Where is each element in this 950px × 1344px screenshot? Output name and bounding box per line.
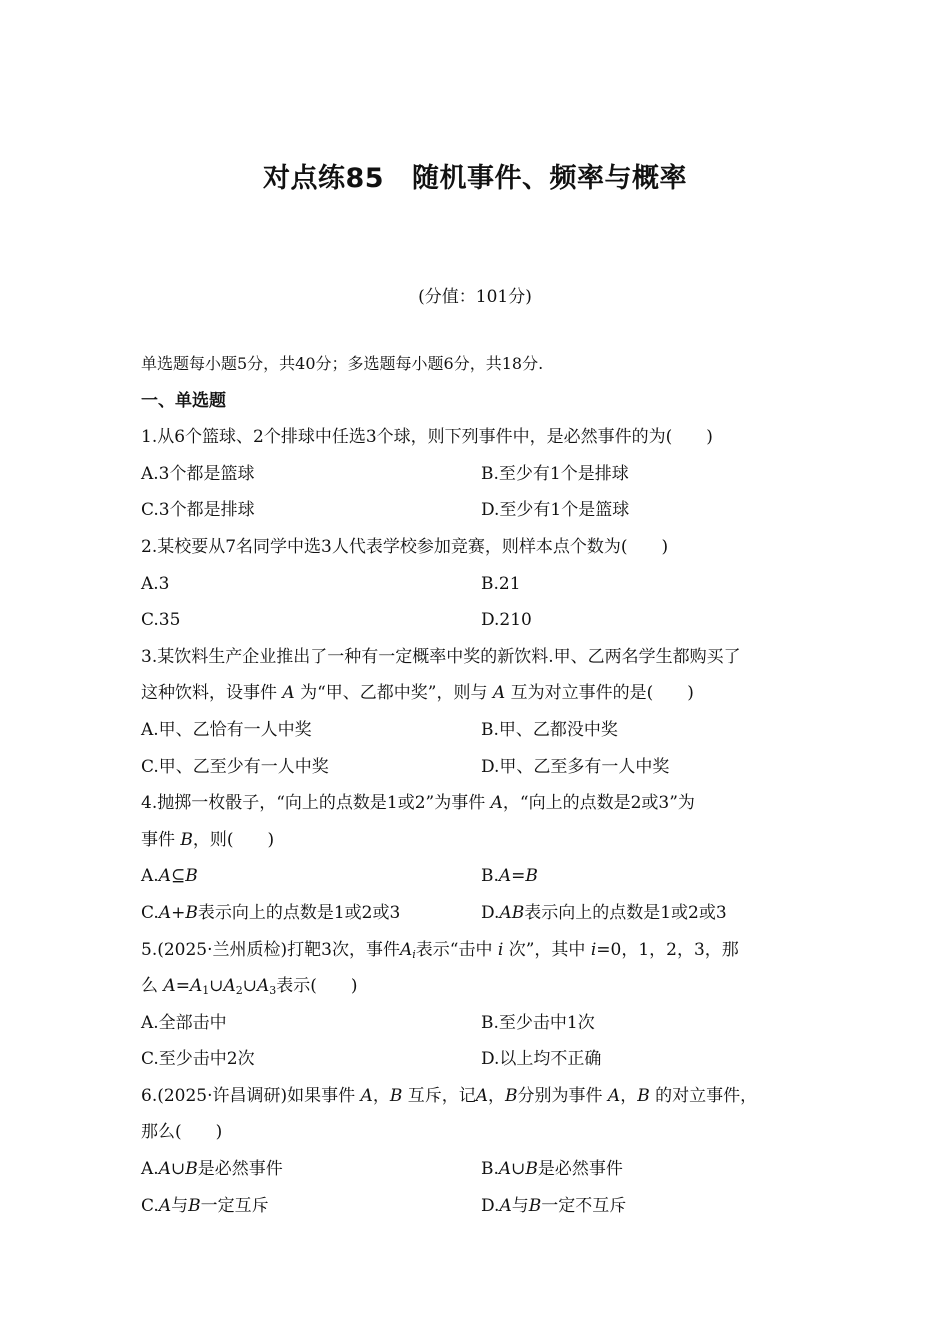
q4-option-d[interactable]: D.AB表示向上的点数是1或2或3 bbox=[481, 902, 727, 923]
q5-option-b[interactable]: B.至少击中1次 bbox=[481, 1012, 595, 1033]
q1-option-d[interactable]: D.至少有1个是篮球 bbox=[481, 500, 630, 521]
question-5-stem-line-1: 5.(2025·兰州质检)打靶3次，事件$A_i$表示“击中 i 次”，其中 i=0，1，2，3，那 bbox=[141, 939, 739, 961]
question-5-stem-line-2: 么 $A=A_1\cup A_2\cup A_3$表示( ) bbox=[141, 976, 358, 998]
q5-option-d[interactable]: D.以上均不正确 bbox=[481, 1049, 602, 1070]
question-4-options-row-1 bbox=[141, 858, 821, 895]
question-4-stem-line-2: 事件 B，则( ) bbox=[141, 829, 275, 850]
question-6-options-row-1 bbox=[141, 1151, 821, 1188]
q1-option-c[interactable]: C.3个都是排球 bbox=[141, 500, 255, 521]
q3-option-a[interactable]: A.甲、乙恰有一人中奖 bbox=[141, 719, 312, 740]
q2-option-b[interactable]: B.21 bbox=[481, 573, 521, 594]
question-6-options-row-2 bbox=[141, 1188, 821, 1225]
q5-option-a[interactable]: A.全部击中 bbox=[141, 1012, 227, 1033]
title-topic: 随机事件、频率与概率 bbox=[412, 163, 688, 194]
q3-option-c[interactable]: C.甲、乙至少有一人中奖 bbox=[141, 756, 329, 777]
question-3-stem-line-2: 这种饮料，设事件 A 为“甲、乙都中奖”，则与 A 互为对立事件的是( ) bbox=[141, 683, 694, 704]
q3-option-b[interactable]: B.甲、乙都没中奖 bbox=[481, 719, 618, 740]
question-6-stem-line-2: 那么( ) bbox=[141, 1122, 223, 1143]
question-3-options-row-1 bbox=[141, 712, 821, 749]
section-heading-single-choice: 一、单选题 bbox=[141, 390, 226, 411]
question-3-stem-line-1: 3.某饮料生产企业推出了一种有一定概率中奖的新饮料.甲、乙两名学生都购买了 bbox=[141, 646, 741, 667]
q6-option-d[interactable]: D.A与B一定不互斥 bbox=[481, 1195, 627, 1216]
q4-option-c[interactable]: C.A+B表示向上的点数是1或2或3 bbox=[141, 902, 401, 923]
question-5-options-row-2 bbox=[141, 1041, 821, 1078]
question-6-stem-line-1: 6.(2025·许昌调研)如果事件 A，B 互斥，记A，B分别为事件 A，B 的对立事件， bbox=[141, 1085, 758, 1106]
question-1-stem: 1.从6个篮球、2个排球中任选3个球，则下列事件中，是必然事件的为( ) bbox=[141, 427, 713, 448]
question-list bbox=[141, 346, 821, 1224]
question-1-options-row-2 bbox=[141, 492, 821, 529]
question-2-stem: 2.某校要从7名同学中选3人代表学校参加竞赛，则样本点个数为( ) bbox=[141, 536, 669, 557]
q2-option-d[interactable]: D.210 bbox=[481, 610, 532, 631]
title-number: 对点练85 bbox=[262, 163, 385, 194]
q4-option-a[interactable]: A.A⊆B bbox=[141, 866, 198, 887]
question-1-options-row-1 bbox=[141, 456, 821, 493]
question-4-options-row-2 bbox=[141, 895, 821, 932]
score-note: (分值：101分) bbox=[418, 287, 532, 307]
question-2-options-row-2 bbox=[141, 602, 821, 639]
q6-option-a[interactable]: A.A∪B是必然事件 bbox=[141, 1159, 283, 1180]
q4-option-b[interactable]: B.A=B bbox=[481, 866, 538, 887]
q1-option-a[interactable]: A.3个都是篮球 bbox=[141, 463, 255, 484]
q6-option-b[interactable]: B.A∪B是必然事件 bbox=[481, 1159, 623, 1180]
q1-option-b[interactable]: B.至少有1个是排球 bbox=[481, 463, 629, 484]
question-2-options-row-1 bbox=[141, 566, 821, 603]
page-title bbox=[0, 156, 950, 195]
question-4-stem-line-1: 4.抛掷一枚骰子，“向上的点数是1或2”为事件 A，“向上的点数是2或3”为 bbox=[141, 793, 695, 814]
q2-option-a[interactable]: A.3 bbox=[141, 573, 170, 594]
q6-option-c[interactable]: C.A与B一定互斥 bbox=[141, 1195, 269, 1216]
question-3-options-row-2 bbox=[141, 749, 821, 786]
q5-option-c[interactable]: C.至少击中2次 bbox=[141, 1049, 255, 1070]
q2-option-c[interactable]: C.35 bbox=[141, 610, 181, 631]
scoring-instructions: 单选题每小题5分，共40分；多选题每小题6分，共18分. bbox=[141, 354, 544, 373]
q3-option-d[interactable]: D.甲、乙至多有一人中奖 bbox=[481, 756, 670, 777]
question-5-options-row-1 bbox=[141, 1005, 821, 1042]
